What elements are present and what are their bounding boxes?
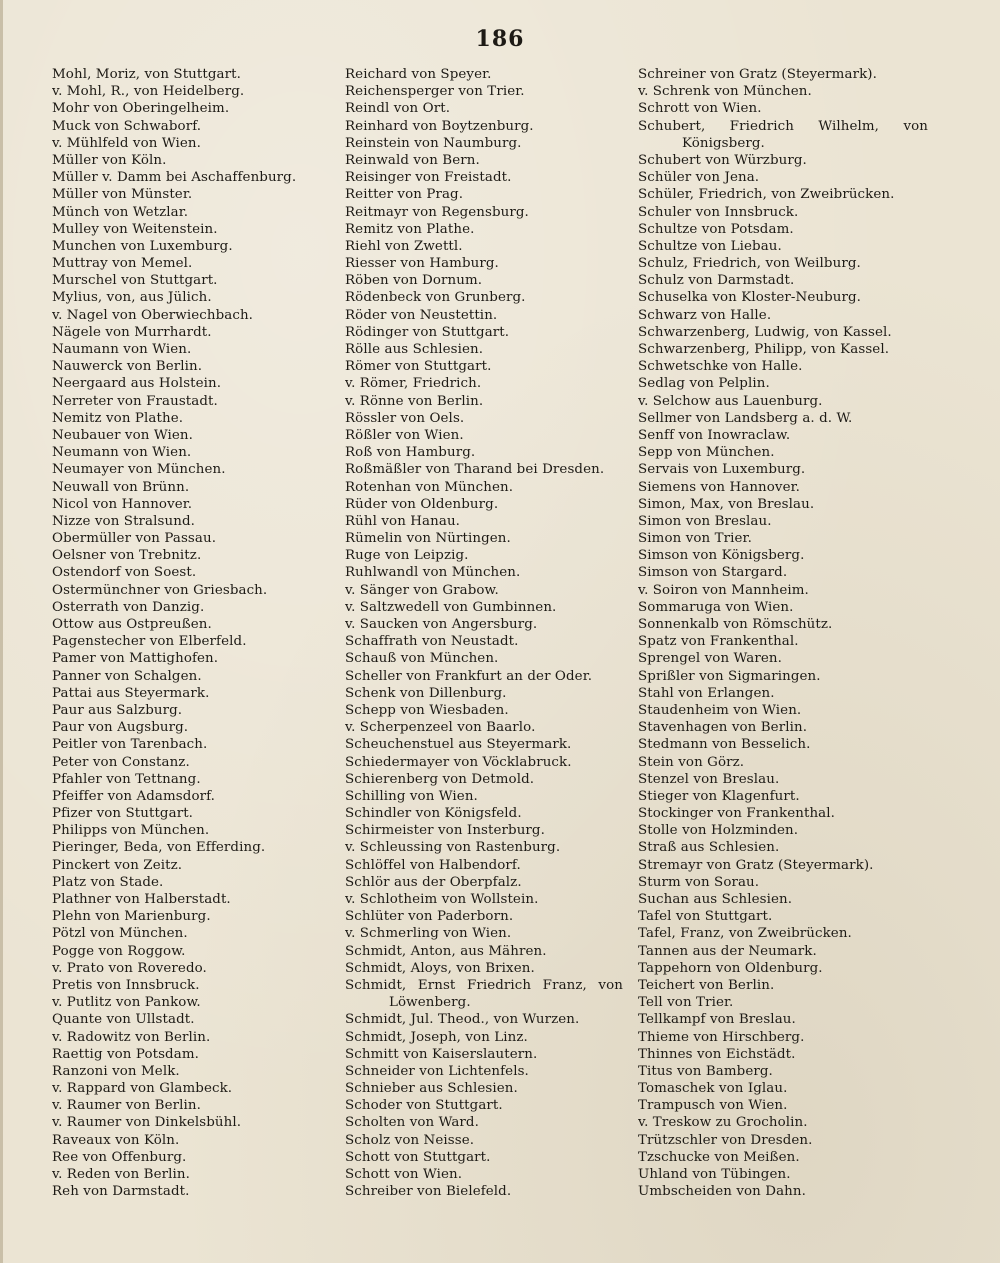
index-entry: v. Mohl, R., von Heidelberg.: [52, 84, 245, 100]
index-entry: Nemitz von Plathe.: [52, 410, 184, 426]
index-entry: Schiedermayer von Vöcklabruck.: [345, 754, 572, 770]
index-entry: v. Saltzwedell von Gumbinnen.: [345, 599, 557, 615]
index-entry: Simson von Stargard.: [638, 565, 788, 581]
index-entry: Ranzoni von Melk.: [52, 1063, 180, 1079]
index-entry: Schmidt, Anton, aus Mähren.: [345, 943, 547, 959]
index-entry: Ree von Offenburg.: [52, 1149, 187, 1165]
index-entry: Tafel von Stuttgart.: [638, 909, 773, 925]
index-entry: v. Radowitz von Berlin.: [52, 1029, 211, 1045]
index-entry: Schepp von Wiesbaden.: [345, 702, 509, 718]
index-entry: Scheuchenstuel aus Steyermark.: [345, 737, 572, 753]
index-entry: Schmidt, Joseph, von Linz.: [345, 1029, 528, 1045]
index-entry: Peitler von Tarenbach.: [52, 737, 208, 753]
index-entry: Stremayr von Gratz (Steyermark).: [638, 857, 874, 873]
index-entry: Schwarzenberg, Ludwig, von Kassel.: [638, 324, 892, 340]
index-entry: Suchan aus Schlesien.: [638, 892, 793, 907]
index-entry: Mylius, von, aus Jülich.: [52, 290, 212, 306]
index-entry: Riehl von Zwettl.: [345, 238, 463, 254]
index-entry: Neergaard aus Holstein.: [52, 376, 222, 392]
index-entry: Stedmann von Besselich.: [638, 737, 811, 753]
index-entry: Ostendorf von Soest.: [52, 565, 197, 581]
index-entry: v. Raumer von Berlin.: [52, 1098, 201, 1114]
index-entry: Schilling von Wien.: [345, 788, 478, 804]
index-entry: Löwenberg.: [389, 995, 471, 1011]
index-entry: Schmitt von Kaiserslautern.: [345, 1046, 538, 1062]
index-entry: Straß aus Schlesien.: [638, 840, 780, 856]
index-entry: Ostermünchner von Griesbach.: [52, 582, 268, 598]
index-entry: Schultze von Potsdam.: [638, 221, 794, 237]
index-entry: Schlüter von Paderborn.: [345, 909, 514, 925]
index-entry: Raveaux von Köln.: [52, 1132, 180, 1148]
index-entry: Rüder von Oldenburg.: [345, 496, 499, 512]
index-entry: Schauß von München.: [345, 651, 499, 667]
index-entry: Osterrath von Danzig.: [52, 599, 205, 615]
index-entry: Schüler von Jena.: [638, 170, 760, 186]
index-entry: Reisinger von Freistadt.: [345, 170, 512, 186]
index-entry: Röder von Neustettin.: [345, 307, 498, 323]
index-entry: Sedlag von Pelplin.: [638, 376, 770, 392]
index-entry: Pfahler von Tettnang.: [52, 771, 201, 787]
index-entry: Schubert von Würzburg.: [638, 152, 807, 168]
index-entry: Römer von Stuttgart.: [345, 359, 492, 375]
index-entry: Nicol von Hannover.: [52, 496, 193, 512]
index-entry: v. Römer, Friedrich.: [345, 376, 482, 392]
index-entry: v. Rappard von Glambeck.: [52, 1081, 233, 1097]
index-entry: Peter von Constanz.: [52, 754, 190, 770]
page-edge: [0, 0, 3, 1263]
index-entry: Schwarzenberg, Philipp, von Kassel.: [638, 342, 890, 357]
index-entry: Schultze von Liebau.: [638, 238, 782, 254]
index-entry: Ruhlwandl von München.: [345, 565, 521, 581]
index-entry: v. Treskow zu Grocholin.: [638, 1115, 808, 1131]
index-entry: Schüler, Friedrich, von Zweibrücken.: [638, 187, 895, 203]
index-entry: Pieringer, Beda, von Efferding.: [52, 840, 266, 856]
index-entry: Schott von Stuttgart.: [345, 1149, 491, 1165]
index-entry: Philipps von München.: [52, 823, 210, 839]
index-entry: Pfeiffer von Adamsdorf.: [52, 788, 216, 804]
index-entry: Schneider von Lichtenfels.: [345, 1063, 529, 1079]
index-entry: Rödinger von Stuttgart.: [345, 324, 510, 340]
index-entry: v. Selchow aus Lauenburg.: [638, 393, 823, 409]
index-entry: Reitmayr von Regensburg.: [345, 204, 529, 220]
index-entry: Schindler von Königsfeld.: [345, 806, 522, 822]
index-entry: Schirmeister von Insterburg.: [345, 823, 545, 839]
index-entry: Quante von Ullstadt.: [52, 1012, 195, 1028]
index-entry: Schlör aus der Oberpfalz.: [345, 874, 522, 890]
index-entry: Tappehorn von Oldenburg.: [638, 960, 823, 976]
index-entry: Pattai aus Steyermark.: [52, 685, 210, 701]
index-entry: Simon von Trier.: [638, 531, 752, 547]
index-entry: Reichard von Speyer.: [345, 67, 492, 82]
index-entry: Tell von Trier.: [638, 995, 734, 1011]
index-entry: Müller von Köln.: [52, 152, 167, 168]
index-entry: Schott von Wien.: [345, 1167, 463, 1182]
index-entry: Röben von Dornum.: [345, 273, 483, 289]
index-entry: Sonnenkalb von Römschütz.: [638, 617, 833, 632]
index-entry: Schnieber aus Schlesien.: [345, 1081, 518, 1097]
index-entry: Sepp von München.: [638, 445, 775, 461]
name-column-1: [52, 66, 330, 1200]
index-entry: Spatz von Frankenthal.: [638, 634, 799, 650]
index-entry: Trampusch von Wien.: [638, 1098, 788, 1114]
index-entry: Schwarz von Halle.: [638, 307, 772, 323]
index-entry: Schoder von Stuttgart.: [345, 1098, 503, 1114]
index-entry: Trützschler von Dresden.: [638, 1132, 813, 1148]
index-entry: Tomaschek von Iglau.: [638, 1081, 788, 1097]
index-entry: Pötzl von München.: [52, 926, 188, 942]
index-entry: Plathner von Halberstadt.: [52, 892, 231, 907]
index-entry: v. Sänger von Grabow.: [345, 582, 499, 598]
index-entry: v. Schmerling von Wien.: [345, 926, 512, 942]
index-entry: Sprengel von Waren.: [638, 651, 782, 667]
index-entry: Remitz von Plathe.: [345, 221, 475, 237]
index-entry: Mohl, Moriz, von Stuttgart.: [52, 67, 241, 82]
index-entry: Senff von Inowraclaw.: [638, 427, 791, 443]
index-entry: Nerreter von Fraustadt.: [52, 393, 218, 409]
index-entry: Tannen aus der Neumark.: [638, 943, 817, 959]
index-entry: Obermüller von Passau.: [52, 531, 217, 547]
index-entry: Schmidt, Jul. Theod., von Wurzen.: [345, 1012, 580, 1028]
index-entry: Pamer von Mattighofen.: [52, 651, 219, 667]
index-entry: Rotenhan von München.: [345, 479, 514, 495]
index-entry: Reindl von Ort.: [345, 101, 451, 117]
index-entry: v. Raumer von Dinkelsbühl.: [52, 1115, 242, 1131]
index-entry: Raettig von Potsdam.: [52, 1046, 199, 1062]
index-entry: Müller von Münster.: [52, 187, 193, 203]
index-entry: Stockinger von Frankenthal.: [638, 806, 835, 822]
index-entry: Reinwald von Bern.: [345, 152, 480, 168]
index-entry: Rühl von Hanau.: [345, 513, 461, 529]
index-entry: Uhland von Tübingen.: [638, 1167, 791, 1182]
name-column-3: [638, 66, 928, 1200]
index-entry: Schwetschke von Halle.: [638, 359, 803, 375]
index-entry: Muttray von Memel.: [52, 256, 193, 272]
index-entry: Pogge von Roggow.: [52, 943, 186, 959]
index-entry: Schmidt, Ernst Friedrich Franz, von: [345, 977, 623, 993]
index-entry: Schreiner von Gratz (Steyermark).: [638, 67, 877, 82]
index-entry: Simson von Königsberg.: [638, 548, 805, 564]
index-entry: Umbscheiden von Dahn.: [638, 1184, 806, 1200]
index-entry: Tafel, Franz, von Zweibrücken.: [638, 926, 852, 942]
index-entry: v. Putlitz von Pankow.: [52, 995, 201, 1011]
index-entry: Tellkampf von Breslau.: [638, 1012, 796, 1028]
index-entry: Siemens von Hannover.: [638, 479, 801, 495]
index-entry: Scholz von Neisse.: [345, 1132, 475, 1148]
index-entry: v. Schleussing von Rastenburg.: [345, 840, 561, 856]
index-entry: Pfizer von Stuttgart.: [52, 806, 194, 822]
page-number: 186: [475, 26, 525, 52]
index-entry: Reinhard von Boytzenburg.: [345, 118, 534, 134]
index-entry: Schmidt, Aloys, von Brixen.: [345, 960, 535, 976]
index-entry: Pretis von Innsbruck.: [52, 977, 200, 993]
index-entry: Nauwerck von Berlin.: [52, 359, 203, 375]
index-entry: v. Mühlfeld von Wien.: [52, 135, 201, 151]
index-entry: Schreiber von Bielefeld.: [345, 1184, 512, 1200]
index-entry: Pagenstecher von Elberfeld.: [52, 634, 247, 650]
index-entry: Platz von Stade.: [52, 874, 164, 890]
index-entry: Stenzel von Breslau.: [638, 771, 780, 787]
index-entry: Ruge von Leipzig.: [345, 548, 469, 564]
index-entry: Sturm von Sorau.: [638, 874, 760, 890]
index-entry: Titus von Bamberg.: [638, 1063, 773, 1079]
index-entry: v. Schrenk von München.: [638, 84, 812, 100]
index-entry: Rössler von Oels.: [345, 410, 465, 426]
index-entry: Schulz von Darmstadt.: [638, 273, 795, 289]
index-entry: Stavenhagen von Berlin.: [638, 720, 808, 736]
index-entry: Stolle von Holzminden.: [638, 823, 799, 839]
index-entry: Nägele von Murrhardt.: [52, 324, 212, 340]
index-entry: Paur aus Salzburg.: [52, 702, 183, 718]
index-entry: Tzschucke von Meißen.: [638, 1149, 800, 1165]
index-entry: Plehn von Marienburg.: [52, 909, 211, 925]
index-entry: Schrott von Wien.: [638, 101, 762, 117]
index-entry: Reitter von Prag.: [345, 187, 464, 203]
name-column-2: [345, 66, 623, 1200]
index-entry: Schulz, Friedrich, von Weilburg.: [638, 256, 861, 272]
index-entry: Neumann von Wien.: [52, 445, 192, 461]
index-entry: Mulley von Weitenstein.: [52, 221, 218, 237]
index-entry: Muck von Schwaborf.: [52, 118, 202, 134]
index-entry: Stahl von Erlangen.: [638, 685, 775, 701]
index-entry: v. Prato von Roveredo.: [52, 960, 207, 976]
index-entry: Panner von Schalgen.: [52, 668, 202, 684]
index-entry: Teichert von Berlin.: [638, 977, 775, 993]
index-entry: v. Schlotheim von Wollstein.: [345, 892, 539, 907]
index-entry: Sommaruga von Wien.: [638, 599, 794, 615]
index-entry: Neuwall von Brünn.: [52, 479, 190, 495]
index-entry: Rößler von Wien.: [345, 427, 464, 443]
index-entry: Rödenbeck von Grunberg.: [345, 290, 526, 306]
index-entry: Reh von Darmstadt.: [52, 1184, 190, 1200]
index-entry: v. Nagel von Oberwiechbach.: [52, 307, 254, 323]
index-entry: Stieger von Klagenfurt.: [638, 788, 800, 804]
index-entry: Roß von Hamburg.: [345, 445, 476, 461]
index-entry: Schierenberg von Detmold.: [345, 771, 535, 787]
index-entry: Stein von Görz.: [638, 754, 745, 770]
index-entry: Munchen von Luxemburg.: [52, 238, 233, 254]
index-entry: Schuselka von Kloster-Neuburg.: [638, 290, 862, 306]
index-entry: Sellmer von Landsberg a. d. W.: [638, 410, 853, 426]
index-entry: Rölle aus Schlesien.: [345, 342, 484, 357]
index-entry: Roßmäßler von Tharand bei Dresden.: [345, 462, 605, 478]
index-entry: Thieme von Hirschberg.: [638, 1029, 805, 1045]
index-entry: Scholten von Ward.: [345, 1115, 479, 1131]
index-entry: Thinnes von Eichstädt.: [638, 1046, 796, 1062]
index-entry: Paur von Augsburg.: [52, 720, 189, 736]
index-entry: Schlöffel von Halbendorf.: [345, 857, 521, 873]
index-entry: Neubauer von Wien.: [52, 427, 193, 443]
index-entry: Simon, Max, von Breslau.: [638, 496, 815, 512]
index-entry: Neumayer von München.: [52, 462, 226, 478]
index-entry: Rümelin von Nürtingen.: [345, 531, 511, 547]
index-entry: Müller v. Damm bei Aschaffenburg.: [52, 170, 297, 186]
index-entry: Mohr von Oberingelheim.: [52, 101, 230, 117]
index-entry: Ottow aus Ostpreußen.: [52, 617, 212, 632]
index-entry: Servais von Luxemburg.: [638, 462, 806, 478]
index-entry: Naumann von Wien.: [52, 342, 192, 357]
index-entry: Reinstein von Naumburg.: [345, 135, 522, 151]
index-entry: Staudenheim von Wien.: [638, 702, 802, 718]
index-entry: Münch von Wetzlar.: [52, 204, 189, 220]
index-entry: Nizze von Stralsund.: [52, 513, 195, 529]
index-entry: Riesser von Hamburg.: [345, 256, 499, 272]
index-entry: Pinckert von Zeitz.: [52, 857, 183, 873]
index-entry: Schaffrath von Neustadt.: [345, 634, 519, 650]
index-entry: Schuler von Innsbruck.: [638, 204, 799, 220]
index-entry: Simon von Breslau.: [638, 513, 772, 529]
index-entry: Murschel von Stuttgart.: [52, 273, 218, 289]
index-entry: v. Rönne von Berlin.: [345, 393, 484, 409]
index-entry: v. Scherpenzeel von Baarlo.: [345, 720, 536, 736]
index-entry: Oelsner von Trebnitz.: [52, 548, 202, 564]
index-entry: Sprißler von Sigmaringen.: [638, 668, 821, 684]
index-entry: Reichensperger von Trier.: [345, 84, 525, 100]
index-entry: Schenk von Dillenburg.: [345, 685, 507, 701]
index-entry: v. Reden von Berlin.: [52, 1167, 190, 1182]
index-entry: Scheller von Frankfurt an der Oder.: [345, 668, 593, 684]
index-entry: Königsberg.: [682, 135, 765, 151]
index-entry: v. Soiron von Mannheim.: [638, 582, 809, 598]
index-entry: v. Saucken von Angersburg.: [345, 617, 538, 632]
index-entry: Schubert, Friedrich Wilhelm, von: [638, 118, 928, 134]
